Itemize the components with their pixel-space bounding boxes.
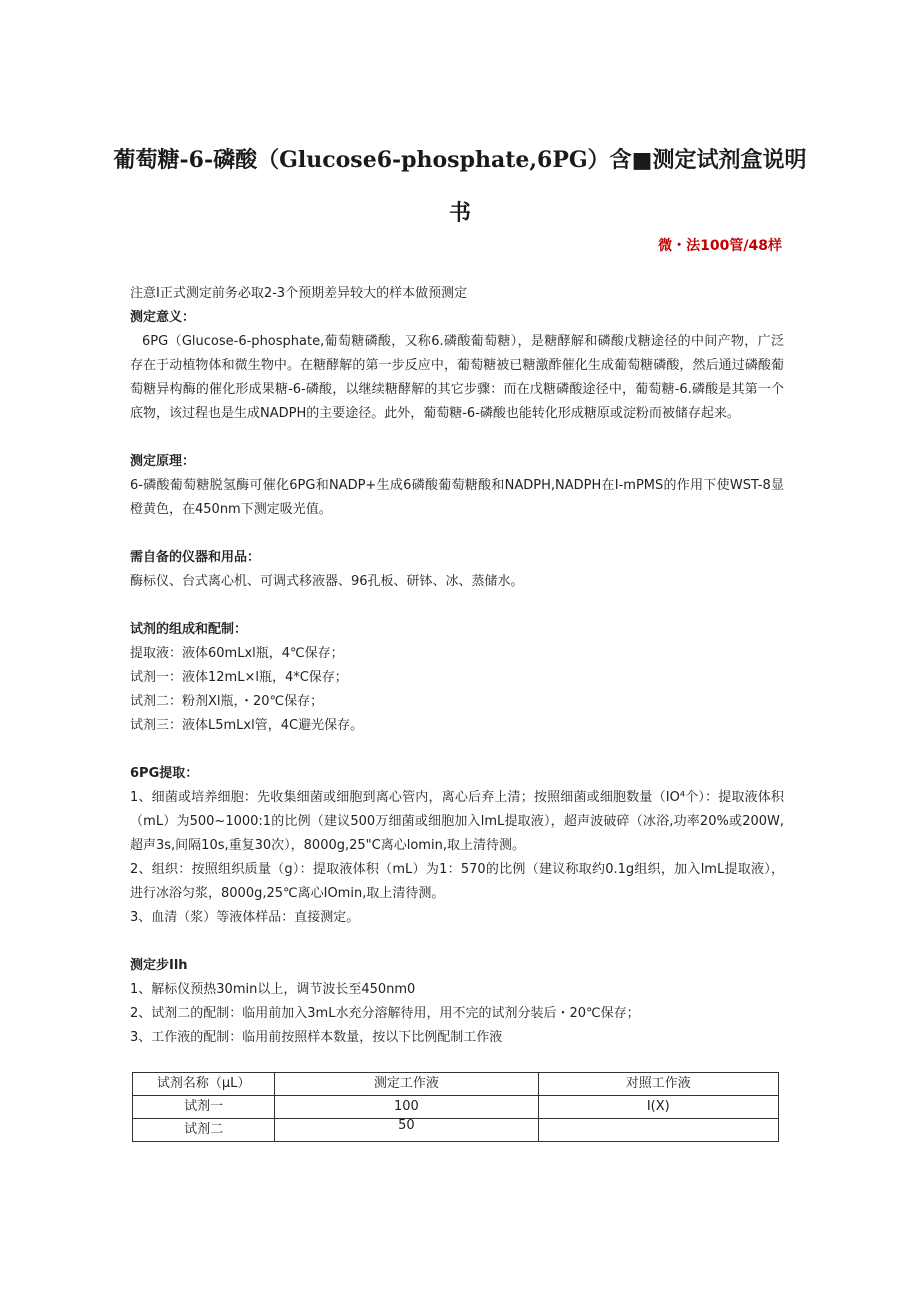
equipment-heading: 需自备的仪器和用品： — [130, 550, 261, 565]
table-cell: I(X) — [538, 1096, 778, 1119]
caution-note: 注意I正式测定前务必取2-3个预期差异较大的样本做预测定 — [130, 286, 468, 301]
extraction-item: 2、组织：按照组织质量（g）：提取液体积（mL）为1：570的比例（建议称取约0.1g组织，加入lmL提取液），进行冰浴匀浆，8000g,25℃离心IOmin,取上清待测。 — [130, 862, 784, 901]
reagent-item: 提取液：液体60mLxl瓶，4℃保存； — [130, 646, 344, 661]
table-row — [133, 1096, 779, 1119]
steps-heading: 测定步Ilh — [130, 958, 188, 973]
step-item: 2、试剂二的配制：临用前加入3mL水充分溶解待用，用不完的试剂分装后・20℃保存； — [130, 1006, 640, 1021]
working-solution-table — [132, 1072, 779, 1142]
step-item: 1、解标仪预热30min以上，调节波长至450nm0 — [130, 982, 416, 997]
reagent-item: 试剂三：液体L5mLxl管，4C避光保存。 — [130, 718, 364, 733]
extraction-item: 3、血清（浆）等液体样品：直接测定。 — [130, 910, 360, 925]
doc-title: 葡萄糖-6-磷酸（Glucose6-phosphate,6PG）含■测定试剂盒说明 — [113, 147, 807, 173]
table-cell: 50 — [275, 1119, 538, 1142]
equipment-text: 酶标仪、台式离心机、可调式移液器、96孔板、研钵、冰、蒸储水。 — [130, 574, 524, 589]
reagent-item: 试剂一：液体12mL×l瓶，4*C保存； — [130, 670, 348, 685]
reagents-heading: 试剂的组成和配制： — [130, 622, 248, 637]
extraction-item: 1、细菌或培养细胞：先收集细菌或细胞到离心管内，离心后弃上清；按照细菌或细胞数量（IO⁴个）：提取液体积（mL）为500~1000:1的比例（建议500万细菌或细胞加入lmL提取液），超声波破碎（冰浴,功率20%或200W,超声3s,间隔10s,重复30次），8000g,25"C离心lomin,取上清待测。 — [130, 790, 784, 853]
doc-title-continued: 书 — [448, 200, 471, 226]
table-cell: 100 — [275, 1096, 538, 1119]
table-cell — [538, 1119, 778, 1142]
table-row — [133, 1119, 779, 1142]
table-header-cell: 对照工作液 — [538, 1073, 778, 1096]
significance-text: 6PG（Glucose-6-phosphate,葡萄糖磷酸，又称6.磷酸葡萄糖），是糖酵解和磷酸戊糖途径的中间产物，广泛存在于动植物体和微生物中。在糖酵解的第一步反应中，葡萄糖被已糖激酢催化生成葡萄糖磷酸，然后通过磷酸葡萄糖异构酶的催化形成果糖-6-磷酸，以继续糖酵解的其它步骤：而在戊糖磷酸途径中，葡萄糖-6.磷酸是其第一个底物，该过程也是生成NADPH的主要途径。此外，葡萄糖-6-磷酸也能转化形成糖原或淀粉而被储存起来。 — [130, 334, 784, 421]
significance-heading: 测定意义： — [130, 310, 196, 325]
table-header-cell: 测定工作液 — [275, 1073, 538, 1096]
document-body — [130, 282, 784, 1050]
principle-text: 6-磷酸葡萄糖脱氢酶可催化6PG和NADP+生成6磷酸葡萄糖酸和NADPH,NADPH在I-mPMS的作用下使WST-8显橙黄色，在450nm下测定吸光值。 — [130, 478, 784, 517]
reagent-item: 试剂二：粉剂Xl瓶，・20℃保存； — [130, 694, 324, 709]
table-header-row — [133, 1073, 779, 1096]
extraction-heading: 6PG提取： — [130, 766, 199, 781]
principle-heading: 测定原理： — [130, 454, 196, 469]
step-item: 3、工作液的配制：临用前按照样本数量，按以下比例配制工作液 — [130, 1030, 503, 1045]
table-cell: 试剂一 — [133, 1096, 275, 1119]
table-cell: 试剂二 — [133, 1119, 275, 1142]
table-header-cell: 试剂名称（μL） — [133, 1073, 275, 1096]
kit-spec: 微・法100管/48样 — [658, 238, 782, 254]
